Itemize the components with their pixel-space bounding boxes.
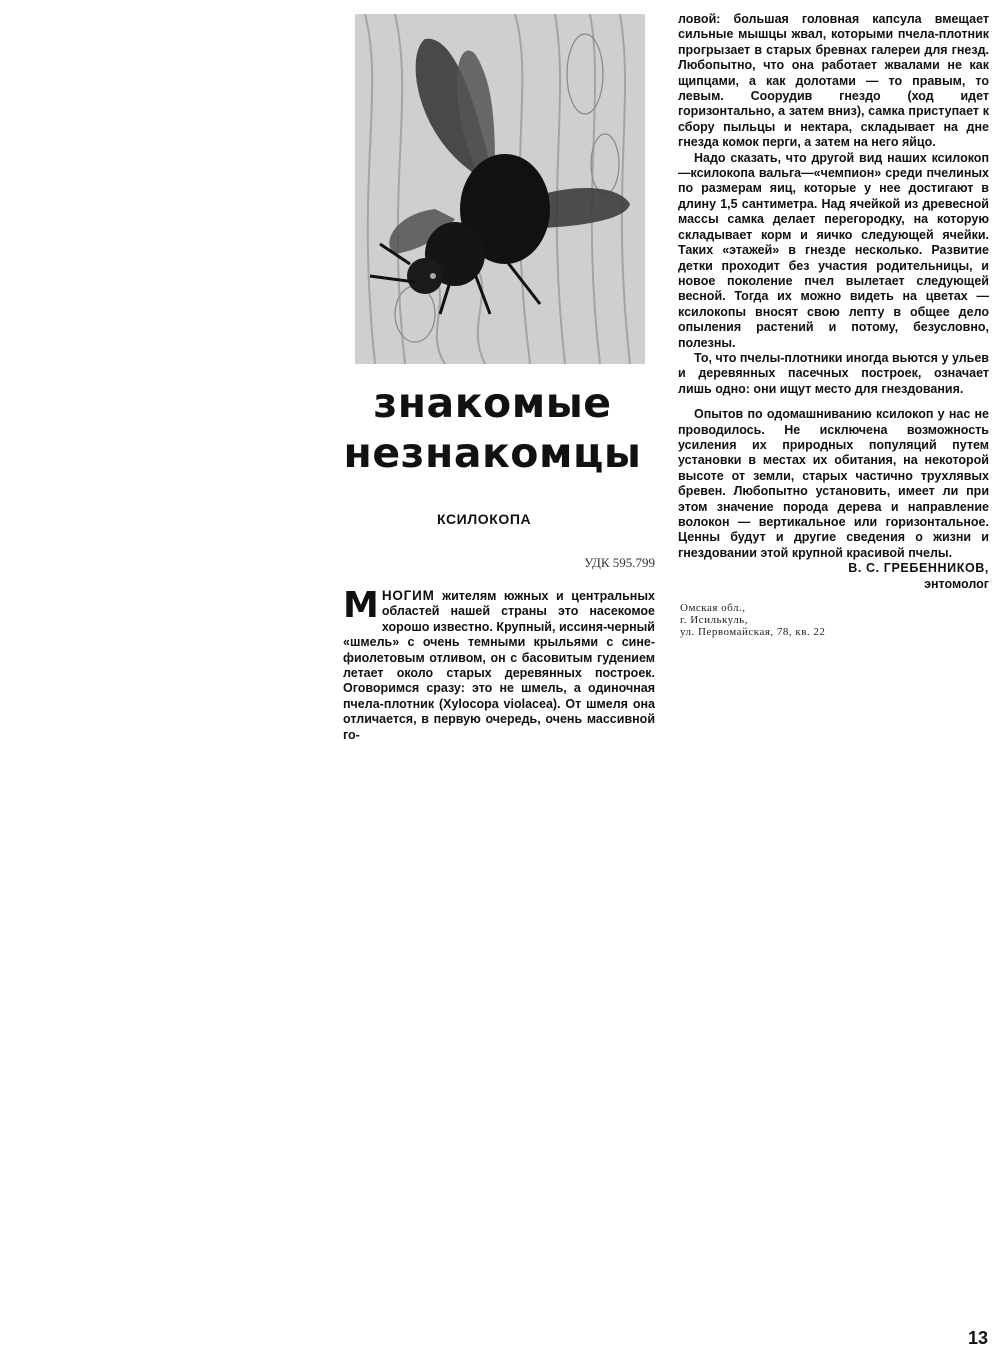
author-address [678, 602, 989, 638]
page-number: 13 [967, 1328, 988, 1348]
article-title-line-2: незнакомцы [343, 429, 642, 477]
article-title-line-1: знакомые [373, 379, 612, 427]
address-line: Омская обл., [680, 602, 746, 615]
paragraph: Надо сказать, что другой вид наших ксилокоп—ксилокопа вальга—«чемпион» среди пчелиных по размерам яиц, которые у нее достигают в длину 1,5 сантиметра. Над ячейкой из древесной массы самка делает перегородку, на которую складывает корм и яичко следующей ячейки. Таких «этажей» в гнезде несколько. Развитие детки проходит без участия родительницы, и новое поколение пчел вылетает следующей весной. Тогда их можно видеть на цветах — ксилокопы вносят свою лепту в общее дело опыления растений и потому, безусловно, полезны. [678, 150, 989, 350]
author-name: В. С. ГРЕБЕННИКОВ, [848, 561, 989, 576]
first-word: НОГИМ [381, 588, 435, 603]
article-subtitle: КСИЛОКОПА [437, 511, 532, 527]
udk-code: УДК 595.799 [584, 555, 655, 570]
address-line: ул. Первомайская, 78, кв. 22 [680, 626, 826, 639]
paragraph: То, что пчелы-плотники иногда вьются у ульев и деревянных пасечных построек, означает лишь одно: они ищут место для гнездования. [678, 350, 989, 396]
xylocopa-bee-illustration [355, 14, 645, 364]
right-column [678, 12, 989, 638]
author-role: энтомолог [924, 576, 989, 591]
lead-paragraph [343, 585, 655, 743]
paragraph: Опытов по одомашниванию ксилокоп у нас не проводилось. Не исключена возможность усиления их природных популяций путем установки в местах их обитания, на некоторой высоте от земли, старых частично трухлявых бревен. Любопытно установить, имеет ли при этом значение порода дерева и направление волокон — вертикальное или горизонтальное. Ценны будут и другие сведения о жизни и гнездовании этой крупной красивой пчелы. [678, 407, 989, 560]
left-column [343, 585, 655, 743]
paragraph: ловой: большая головная капсула вмещает сильные мышцы жвал, которыми пчела-плотник прогрызает в старых бревнах галереи для гнезд. Любопытно, что она работает жвалами не как щипцами, а как долотами — то правым, то левым. Соорудив гнездо (ход идет горизонтально, а затем вниз), самка приступает к сбору пыльцы и нектара, складывает на дне гнезда комок перги, а затем на него яйцо. [678, 12, 989, 150]
address-line: г. Исилькуль, [680, 614, 748, 627]
bee-photo [355, 14, 645, 364]
lead-paragraph-text: жителям южных и центральных областей нашей страны это насекомое хорошо известно. Крупный, иссиня-черный «шмель» с очень темными крыльями с сине-фиолетовым отливом, он с басовитым гудением летает около старых деревянных построек. Оговоримся сразу: это не шмель, а одиночная пчела-плотник (Xylocopa violacea). От шмеля она отличается, в первую очередь, очень массивной го- [343, 589, 655, 742]
drop-cap: М [343, 585, 379, 626]
article-title [330, 378, 655, 478]
